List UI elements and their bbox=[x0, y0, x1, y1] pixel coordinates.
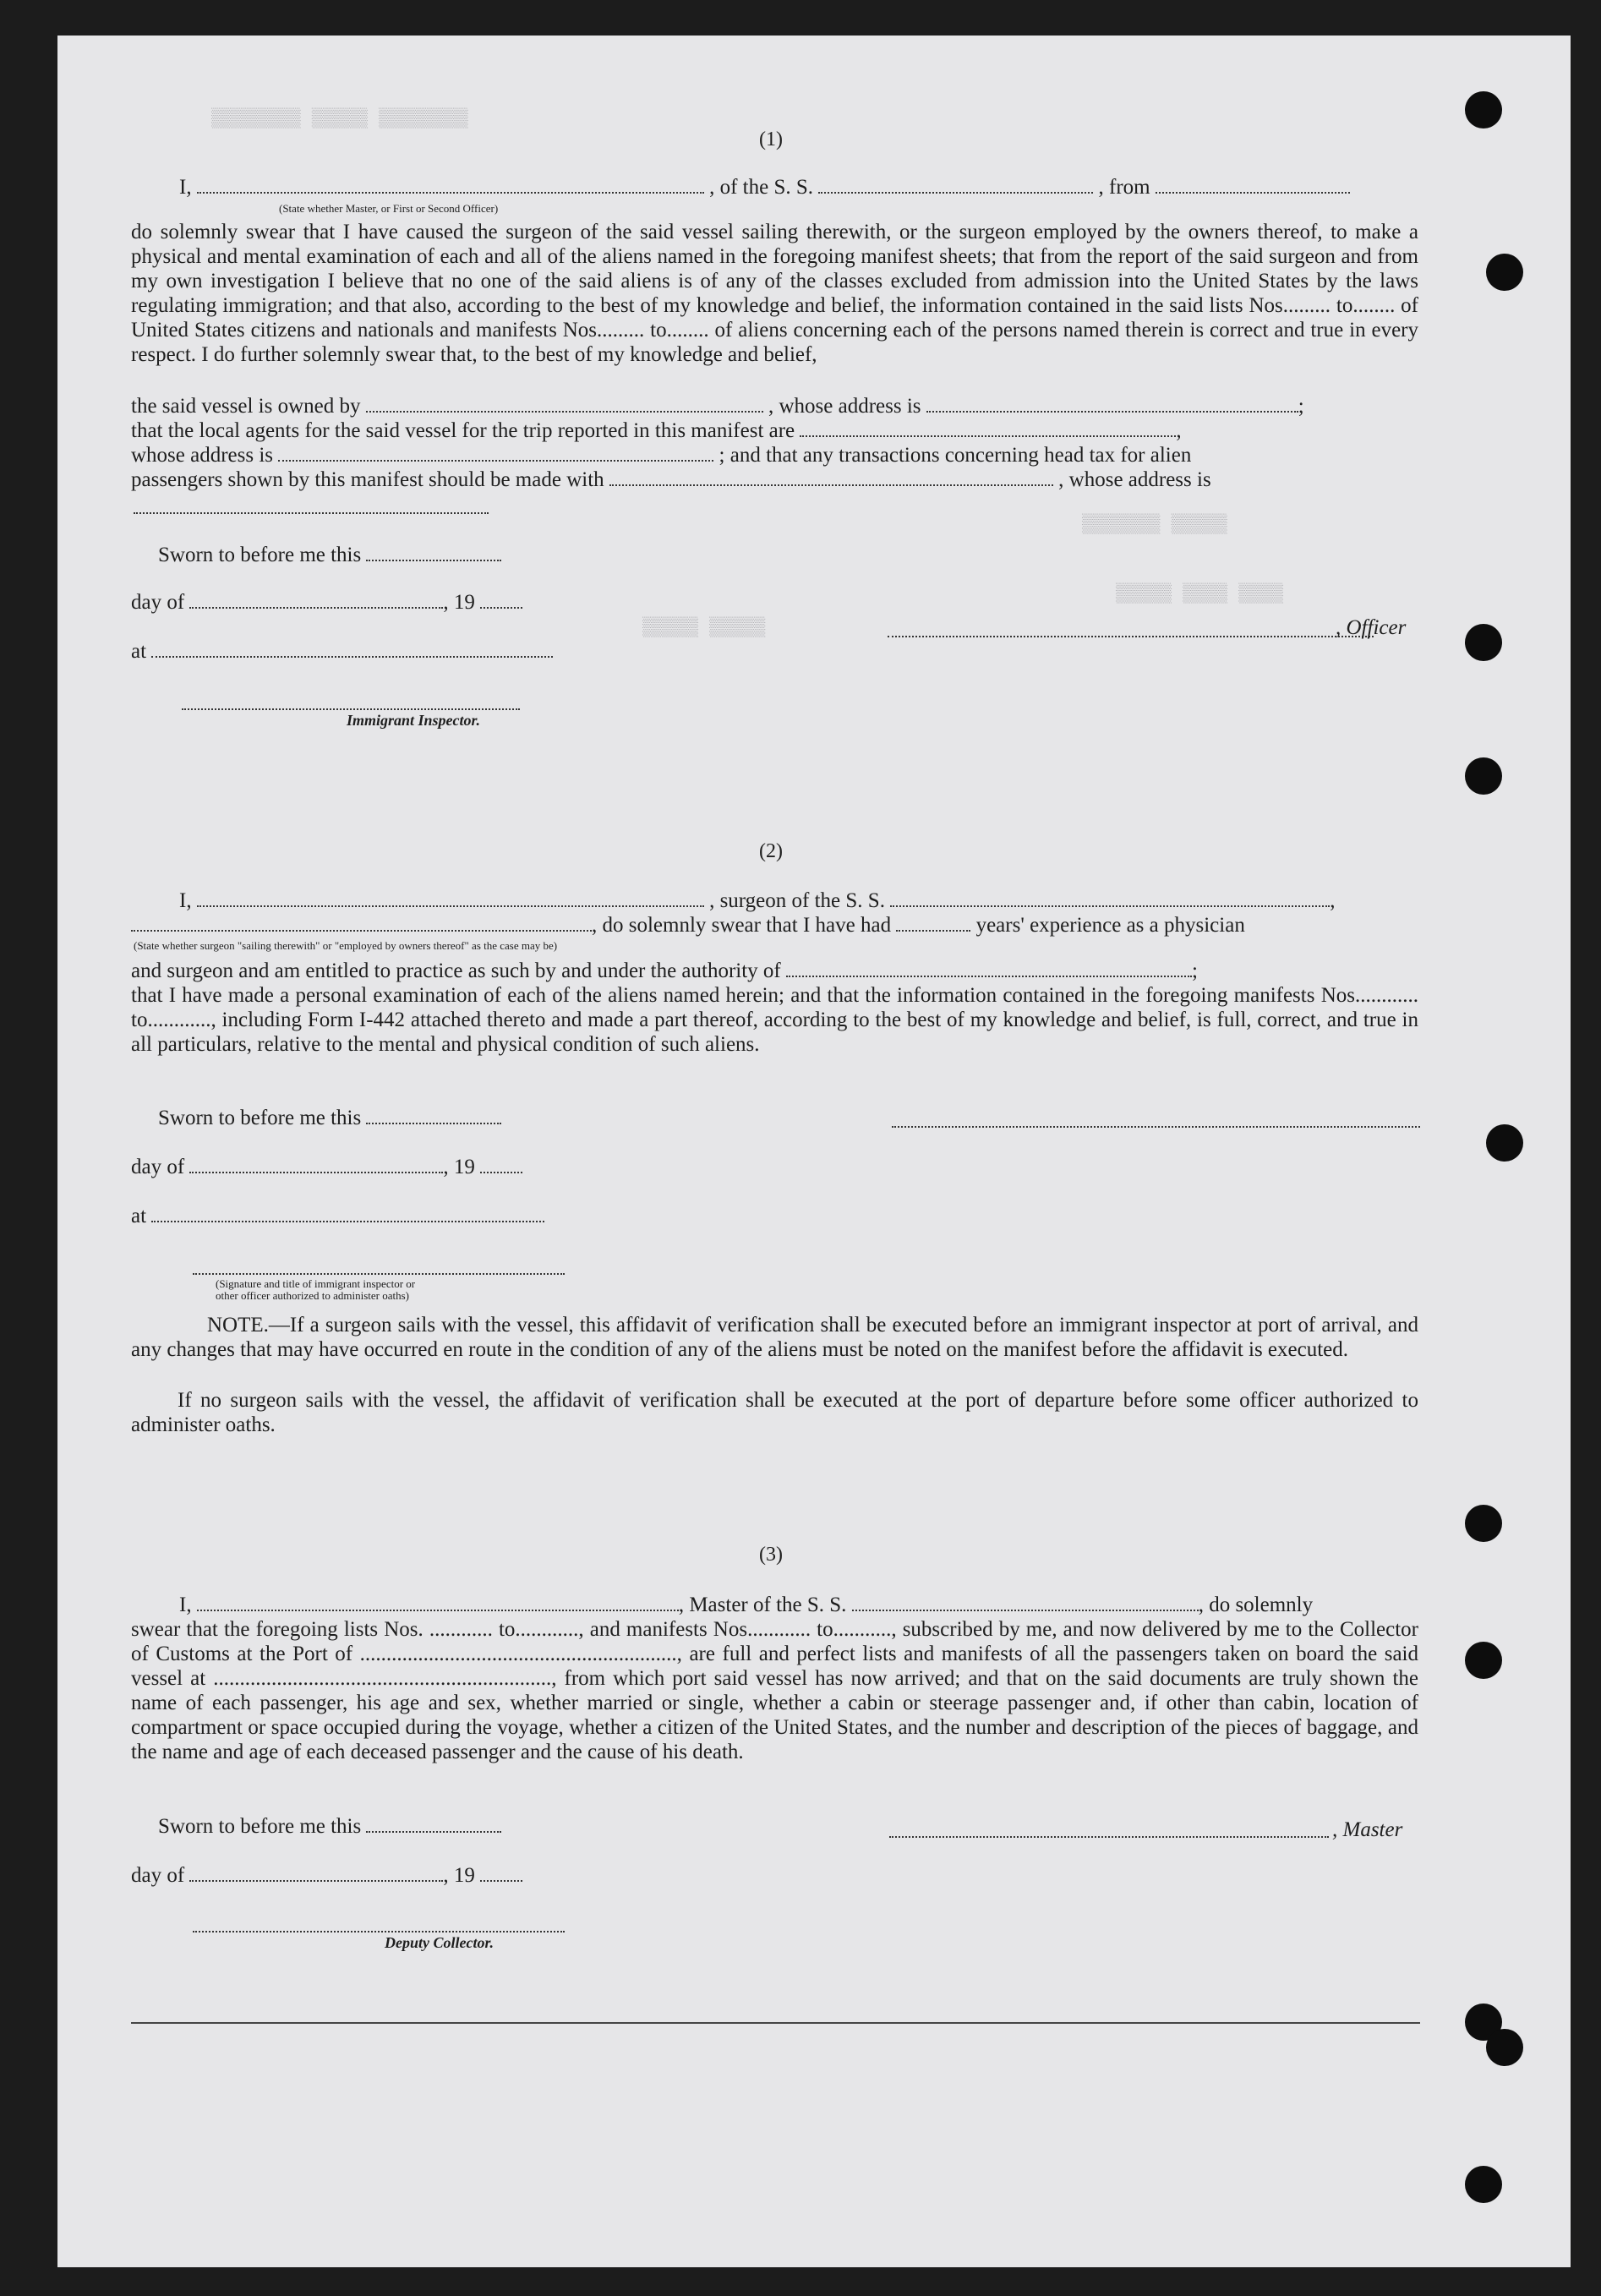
sec3-year-field[interactable] bbox=[480, 1875, 522, 1882]
immigrant-inspector-caption: Immigrant Inspector. bbox=[347, 712, 481, 729]
binder-hole-4 bbox=[1465, 757, 1502, 795]
master-signature-field[interactable] bbox=[889, 1836, 1329, 1838]
sec1-line1 bbox=[179, 175, 1350, 200]
owner-address-field[interactable] bbox=[926, 406, 1298, 413]
sec1-at-line: at bbox=[131, 639, 553, 664]
sec1-note-under: (State whether Master, or First or Second Officer) bbox=[279, 202, 499, 215]
sec1-from-label: , from bbox=[1098, 176, 1150, 199]
sec2-note-1: NOTE.—If a surgeon sails with the vessel, this affidavit of verification shall be executed before an immigrant inspector at port of arrival, and any changes that may have occurred en route in the condition of any of the aliens must be noted on the manifest before the affidavit is executed. bbox=[131, 1314, 1418, 1361]
sec3-month-field[interactable] bbox=[189, 1875, 443, 1882]
sec1-body-text: do solemnly swear that I have caused the surgeon of the said vessel sailing therewith, or the surgeon employed by the owners thereof, to make a physical and mental examination of each and all of the aliens named in the foregoing manifest sheets; that from the report of the said surgeon and from my own investigation I believe that no one of the said aliens is of any of the classes excluded from admission into the United States by the laws regulating immigration; and that also, according to the best of my knowledge and belief, the information contained in the said lists Nos......... to........ of United States citizens and nationals and manifests Nos......... to........ of aliens concerning each of the persons named therein is correct and true in every respect. I do further solemnly swear that, to the best of my knowledge and belief, bbox=[131, 221, 1418, 366]
binder-hole-5 bbox=[1486, 1124, 1523, 1162]
sec2-at-line: at bbox=[131, 1204, 544, 1229]
owner-field[interactable] bbox=[366, 406, 763, 413]
sec1-of-ss-label: , of the S. S. bbox=[709, 176, 814, 199]
departure-port-field[interactable] bbox=[1156, 187, 1350, 194]
authority-field[interactable] bbox=[786, 970, 1192, 977]
bleed-through-text: ▒▒▒▒▒ ▒▒▒▒▒ bbox=[642, 617, 766, 638]
surgeon-signature-field[interactable] bbox=[892, 1126, 1420, 1128]
sec2-note-2: If no surgeon sails with the vessel, the affidavit of verification shall be executed at the port of departure before some officer authorized to administer oaths. bbox=[131, 1389, 1418, 1436]
sec2-body-text: that I have made a personal examination of each of the aliens named herein; and that the information contained in the foregoing manifests Nos............ to............, including Form I-442 attached thereto and made a part thereof, according to the best of my knowledge and belief, is full, correct, and true in all particulars, relative to the mental and physical condition of such aliens. bbox=[131, 984, 1418, 1056]
binder-hole-10 bbox=[1465, 2166, 1502, 2203]
sec1-sworn-line: Sworn to before me this bbox=[158, 543, 501, 568]
binder-hole-1 bbox=[1465, 91, 1502, 128]
head-tax-agent-field[interactable] bbox=[609, 479, 1053, 486]
sec1-agents-line: that the local agents for the said vessel for the trip reported in this manifest are , bbox=[131, 419, 1182, 442]
bottom-rule bbox=[131, 2022, 1420, 2024]
vessel-name-field[interactable] bbox=[818, 187, 1093, 194]
sec3-sworn-date-field[interactable] bbox=[366, 1826, 501, 1833]
sec2-year-field[interactable] bbox=[480, 1167, 522, 1173]
surgeon-name-field[interactable] bbox=[197, 900, 704, 907]
sec2-line1: I, , surgeon of the S. S. , bbox=[179, 889, 1336, 912]
sec1-day-line: day of , 19 bbox=[131, 590, 522, 615]
sec2-sworn-line: Sworn to before me this bbox=[158, 1106, 501, 1131]
sec2-day-line: day of , 19 bbox=[131, 1155, 522, 1180]
section-3-number: (3) bbox=[759, 1544, 783, 1566]
sec3-day-line: day of , 19 bbox=[131, 1863, 522, 1889]
section-1-number: (1) bbox=[759, 128, 783, 150]
sec2-sig-caption-1: (Signature and title of immigrant inspector or bbox=[216, 1277, 416, 1290]
sec2-sig-caption-2: other officer authorized to administer oaths) bbox=[216, 1289, 409, 1302]
sec2-official-signature-field[interactable] bbox=[193, 1273, 565, 1275]
sec1-month-field[interactable] bbox=[189, 602, 443, 609]
binder-hole-2 bbox=[1486, 254, 1523, 291]
years-experience-field[interactable] bbox=[896, 925, 970, 932]
agents-address-field[interactable] bbox=[278, 455, 713, 462]
manifest-affidavit-page bbox=[57, 36, 1571, 2267]
sec1-sworn-date-field[interactable] bbox=[366, 555, 501, 561]
bleed-through-text: ▒▒▒▒▒▒▒▒ ▒▒▒▒▒ ▒▒▒▒▒▒▒▒ bbox=[211, 108, 468, 129]
sec3-body-text: swear that the foregoing lists Nos. ............ to............, and manifests Nos............ to..........., subscribed by me, and now delivered by me to the Collector of Customs at the Port of ............................................................, are full and perfect lists and manifests of all the passengers taken on board the said vessel at ................................................................, from which port said vessel has now arrived; and that on the said documents are truly shown the name of each passenger, his age and sex, whether married or single, whether a cabin or steerage passenger and, if other than cabin, location of compartment or space occupied during the voyage, whether a citizen of the United States, and the number and description of the pieces of baggage, and the name and age of each deceased passenger and the cause of his death. bbox=[131, 1618, 1418, 1763]
bleed-through-text: ▒▒▒▒▒ ▒▒▒▒▒▒▒ bbox=[1082, 514, 1227, 535]
sec2-place-field[interactable] bbox=[151, 1216, 544, 1222]
sec3-sworn-line: Sworn to before me this bbox=[158, 1814, 501, 1840]
officer-name-field[interactable] bbox=[197, 187, 704, 194]
sec3-line1: I, , Master of the S. S. , do solemnly bbox=[179, 1594, 1314, 1616]
sec2-note-under: (State whether surgeon "sailing therewith" or "employed by owners thereof" as the case may be) bbox=[134, 939, 558, 952]
sec2-month-field[interactable] bbox=[189, 1167, 443, 1173]
sec1-i-label: I, bbox=[179, 176, 192, 199]
sec3-vessel-field[interactable] bbox=[852, 1604, 1199, 1611]
head-tax-address-field[interactable] bbox=[134, 512, 489, 514]
binder-hole-9 bbox=[1486, 2029, 1523, 2066]
sec1-address-line: whose address is ; and that any transactions concerning head tax for alien bbox=[131, 444, 1192, 467]
deputy-collector-caption: Deputy Collector. bbox=[385, 1934, 494, 1951]
binder-hole-7 bbox=[1465, 1642, 1502, 1679]
sec2-vessel-field[interactable] bbox=[890, 900, 1330, 907]
sec1-place-field[interactable] bbox=[151, 651, 553, 658]
officer-signature-field[interactable] bbox=[888, 636, 1374, 637]
master-label: , Master bbox=[1332, 1818, 1403, 1841]
binder-hole-3 bbox=[1465, 624, 1502, 661]
sec2-line2: , do solemnly swear that I have had years' experience as a physician bbox=[131, 913, 1245, 938]
local-agents-field[interactable] bbox=[800, 430, 1176, 437]
inspector-signature-field[interactable] bbox=[182, 708, 520, 710]
sec2-authority-line: and surgeon and am entitled to practice as such by and under the authority of ; bbox=[131, 959, 1198, 982]
officer-label: , Officer bbox=[1336, 616, 1407, 639]
master-name-field[interactable] bbox=[197, 1604, 679, 1611]
sec1-owned-line: the said vessel is owned by , whose address is ; bbox=[131, 395, 1304, 418]
sec1-passengers-line: passengers shown by this manifest should be made with , whose address is bbox=[131, 468, 1211, 491]
collector-signature-field[interactable] bbox=[193, 1931, 565, 1932]
sec1-year-field[interactable] bbox=[480, 602, 522, 609]
surgeon-status-field[interactable] bbox=[131, 925, 592, 932]
section-2-number: (2) bbox=[759, 840, 783, 862]
bleed-through-text: ▒▒▒▒ ▒▒▒▒ ▒▒▒▒▒ bbox=[1116, 583, 1284, 604]
binder-hole-6 bbox=[1465, 1505, 1502, 1542]
sec2-sworn-date-field[interactable] bbox=[366, 1118, 501, 1124]
